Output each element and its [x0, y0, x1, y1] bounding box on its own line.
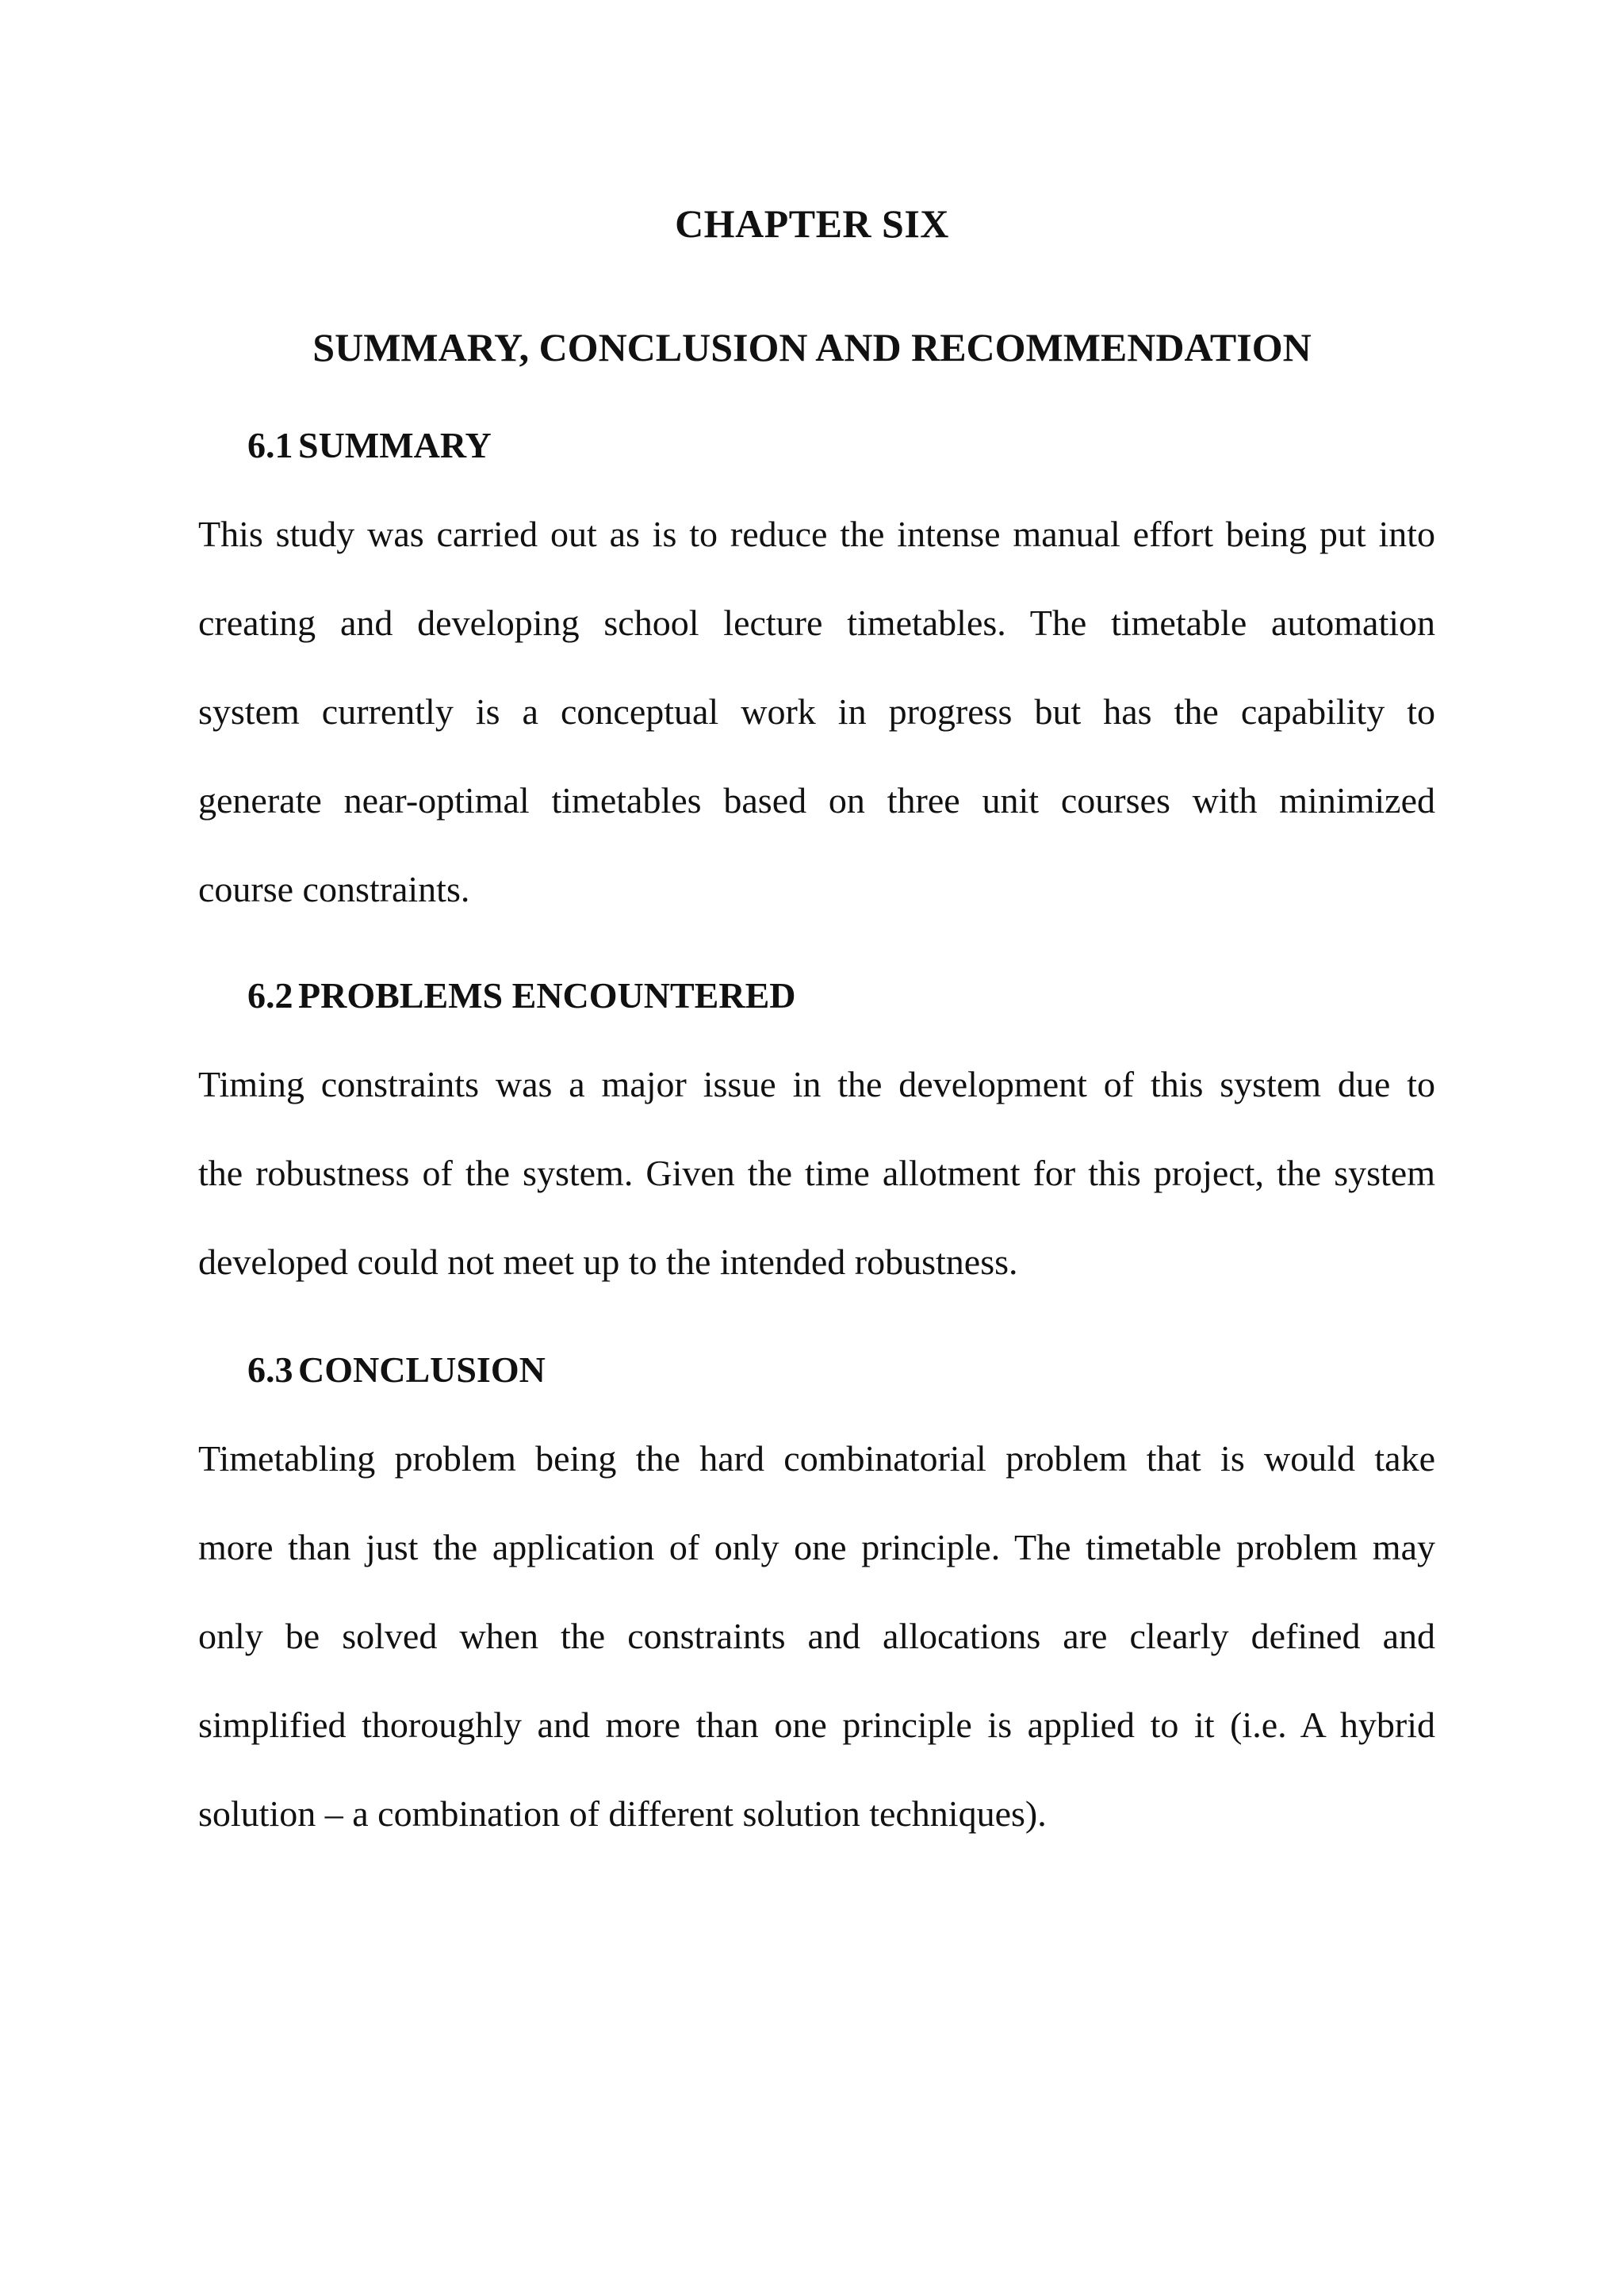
paragraph-line: Timing constraints was a major issue in the development of this system due to [198, 1064, 1435, 1104]
paragraph-line: the robustness of the system. Given the time allotment for this project, the system [198, 1153, 1435, 1193]
chapter-title: CHAPTER SIX [675, 201, 949, 246]
paragraph-line: simplified thoroughly and more than one principle is applied to it (i.e. A hybrid [198, 1705, 1435, 1745]
section-heading-conclusion [247, 1345, 546, 1395]
section-title: PROBLEMS ENCOUNTERED [298, 975, 796, 1016]
paragraph-line: generate near-optimal timetables based on three unit courses with minimized [198, 780, 1435, 821]
section-title: SUMMARY [298, 425, 492, 465]
paragraph-line: developed could not meet up to the intended robustness. [198, 1242, 1018, 1282]
section-number: 6.2 [247, 975, 293, 1016]
paragraph-line: solution – a combination of different solution techniques). [198, 1793, 1047, 1834]
section-heading-problems-encountered [247, 970, 795, 1021]
paragraph-line: more than just the application of only one principle. The timetable problem may [198, 1527, 1435, 1567]
section-title: CONCLUSION [298, 1349, 546, 1390]
conclusion-paragraph [198, 1414, 1435, 1858]
paragraph-line: This study was carried out as is to reduce the intense manual effort being put into [198, 514, 1435, 554]
paragraph-line: only be solved when the constraints and allocations are clearly defined and [198, 1616, 1435, 1656]
paragraph-line: Timetabling problem being the hard combinatorial problem that is would take [198, 1438, 1435, 1479]
summary-paragraph [198, 490, 1435, 934]
paragraph-line: creating and developing school lecture timetables. The timetable automation [198, 603, 1435, 643]
paragraph-line: course constraints. [198, 869, 470, 909]
chapter-subtitle: SUMMARY, CONCLUSION AND RECOMMENDATION [312, 325, 1312, 369]
section-number: 6.3 [247, 1349, 293, 1390]
section-heading-summary [247, 420, 492, 471]
paragraph-line: system currently is a conceptual work in progress but has the capability to [198, 691, 1435, 732]
section-number: 6.1 [247, 425, 293, 465]
problems-paragraph [198, 1040, 1435, 1307]
